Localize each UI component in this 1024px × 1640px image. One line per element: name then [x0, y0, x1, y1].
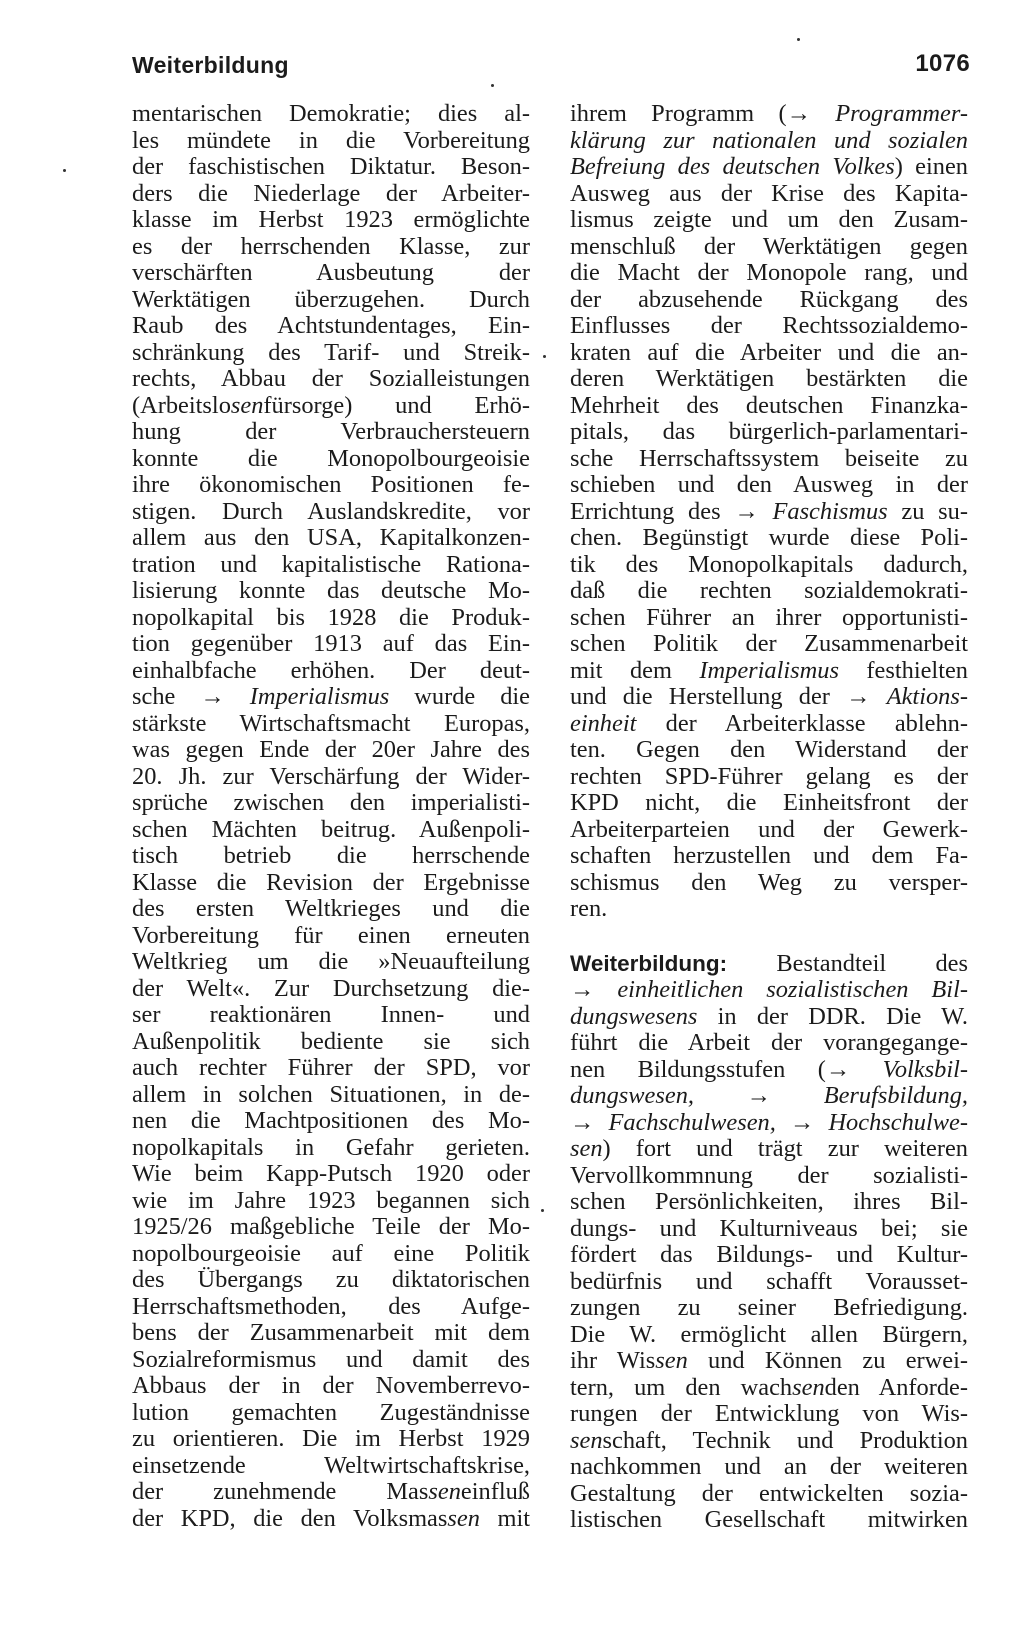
- text-line: der faschistischen Diktatur. Beson-: [132, 153, 530, 180]
- text-line: hung der Verbrauchersteuern: [132, 418, 530, 445]
- text-line: die Macht der Monopole rang, und: [570, 259, 968, 286]
- text-line: Herrschaftsmethoden, des Aufge-: [132, 1292, 530, 1320]
- text-line: rechten SPD-Führer gelang es der: [570, 762, 968, 790]
- text-line: tisch betrieb die herrschende: [132, 842, 530, 869]
- text-line: tion gegenüber 1913 auf das Ein-: [132, 630, 530, 657]
- text-line: fördert das Bildungs- und Kultur-: [570, 1241, 968, 1268]
- text-line: schaften herzustellen und dem Fa-: [570, 842, 968, 869]
- text-line: nopolkapital bis 1928 die Produk-: [132, 603, 530, 631]
- text-line: Gestaltung der entwickelten sozia-: [570, 1479, 968, 1507]
- print-speck: [63, 169, 66, 172]
- text-line: rechts, Abbau der Sozialleistungen: [132, 365, 530, 392]
- text-line: Arbeiterparteien und der Gewerk-: [570, 815, 968, 843]
- text-line: rungen der Entwicklung von Wis-: [570, 1400, 968, 1427]
- text-line: listischen Gesellschaft mitwirken: [570, 1506, 968, 1533]
- text-line: wie im Jahre 1923 begannen sich: [132, 1186, 530, 1214]
- text-line: zu orientieren. Die im Herbst 1929: [132, 1425, 530, 1452]
- text-line: sche → Imperialismus wurde die: [132, 683, 530, 710]
- text-line: bens der Zusammenarbeit mit dem: [132, 1319, 530, 1346]
- text-line: tik des Monopolkapitals dadurch,: [570, 550, 968, 578]
- text-line: nopolbourgeoisie auf eine Politik: [132, 1239, 530, 1267]
- paragraph-gap: [570, 923, 968, 951]
- text-line: nen die Machtpositionen des Mo-: [132, 1107, 530, 1134]
- text-line: lisierung konnte das deutsche Mo-: [132, 577, 530, 604]
- text-line: nachkommen und an der weiteren: [570, 1453, 968, 1480]
- text-line: klärung zur nationalen und sozialen: [570, 126, 968, 154]
- text-line: ihr Wissen und Können zu erwei-: [570, 1347, 968, 1374]
- text-line: Raub des Achtstundentages, Ein-: [132, 312, 530, 339]
- text-line: ren.: [570, 895, 608, 922]
- text-line: verschärften Ausbeutung der: [132, 259, 530, 286]
- text-line: dungswesen, → Berufsbildung,: [570, 1082, 968, 1109]
- text-line: stigen. Durch Auslandskredite, vor: [132, 497, 530, 525]
- text-line: konnte die Monopolbourgeoisie: [132, 444, 530, 472]
- text-line: → Fachschulwesen, → Hochschulwe-: [570, 1108, 968, 1136]
- text-line: Klasse die Revision der Ergebnisse: [132, 868, 530, 896]
- text-line: der KPD, die den Volksmassen mit: [132, 1504, 531, 1532]
- text-line: kraten auf die Arbeiter und die an-: [570, 338, 968, 366]
- text-line: und die Herstellung der → Aktions-: [570, 683, 968, 710]
- text-line: der zunehmende Masseneinfluß: [132, 1478, 530, 1505]
- text-line: dungswesens in der DDR. Die W.: [570, 1002, 968, 1030]
- entry-term: Weiterbildung:: [570, 950, 728, 976]
- text-line: schränkung des Tarif- und Streik-: [132, 338, 530, 366]
- text-line: senschaft, Technik und Produktion: [570, 1426, 968, 1454]
- print-speck: [543, 355, 546, 358]
- text-line: → einheitlichen sozialistischen Bil-: [570, 976, 968, 1003]
- text-line: sprüche zwischen den imperialisti-: [132, 789, 530, 816]
- text-line: lismus zeigte und um den Zusam-: [570, 206, 968, 233]
- text-line: klasse im Herbst 1923 ermöglichte: [132, 206, 530, 233]
- text-line: allem in solchen Situationen, in de-: [132, 1080, 530, 1108]
- entry-first-line-text: Bestandteil des: [727, 949, 968, 977]
- page-header: [132, 48, 970, 88]
- text-line: tern, um den wachsenden Anforde-: [570, 1373, 968, 1401]
- text-line: nopolkapitals in Gefahr gerieten.: [132, 1133, 530, 1161]
- text-line: KPD nicht, die Einheitsfront der: [570, 789, 968, 816]
- text-line: 1925/26 maßgebliche Teile der Mo-: [132, 1213, 530, 1240]
- text-line: ten. Gegen den Widerstand der: [570, 736, 968, 763]
- text-line: führt die Arbeit der vorangegange-: [570, 1029, 968, 1056]
- text-line: Ausweg aus der Krise des Kapita-: [570, 179, 968, 207]
- text-line: stärkste Wirtschaftsmacht Europas,: [132, 709, 530, 737]
- text-line: Einflusses der Rechtssozialdemo-: [570, 312, 968, 339]
- text-line: daß die rechten sozialdemokrati-: [570, 577, 968, 604]
- text-line: Weltkrieg um die »Neuaufteilung: [132, 948, 530, 975]
- print-speck: [797, 38, 800, 41]
- text-line: lution gemachten Zugeständnisse: [132, 1398, 530, 1426]
- text-line: was gegen Ende der 20er Jahre des: [132, 736, 530, 763]
- text-line: Sozialreformismus und damit des: [132, 1345, 530, 1373]
- text-line: zungen zu seiner Befriedigung.: [570, 1294, 968, 1321]
- text-line: deren Werktätigen bestärkten die: [570, 365, 968, 392]
- text-line: schen Mächten beitrug. Außenpoli-: [132, 815, 530, 843]
- text-line: les mündete in die Vorbereitung: [132, 126, 530, 154]
- text-line: ders die Niederlage der Arbeiter-: [132, 179, 530, 207]
- text-line: ihrem Programm (→ Programmer-: [570, 100, 968, 127]
- text-line: mentarischen Demokratie; dies al-: [132, 100, 530, 127]
- text-line: schieben und den Ausweg in der: [570, 471, 968, 498]
- text-line: des ersten Weltkrieges und die: [132, 895, 530, 922]
- page-number: 1076: [915, 50, 970, 77]
- text-line: schismus den Weg zu versper-: [570, 868, 968, 896]
- text-line: bedürfnis und schafft Vorausset-: [570, 1267, 968, 1295]
- text-line: (Arbeitslosenfürsorge) und Erhö-: [132, 391, 530, 419]
- text-line: es der herrschenden Klasse, zur: [132, 232, 530, 260]
- text-line: einhalbfache erhöhen. Der deut-: [132, 656, 530, 684]
- text-line: der Welt«. Zur Durchsetzung die-: [132, 974, 530, 1002]
- text-line: sche Herrschaftssystem beiseite zu: [570, 444, 968, 472]
- running-head: Weiterbildung: [132, 52, 289, 78]
- text-line: schen Persönlichkeiten, ihres Bil-: [570, 1188, 968, 1215]
- print-speck: [491, 84, 494, 87]
- text-line: mit dem Imperialismus festhielten: [570, 656, 968, 684]
- text-line: Errichtung des → Faschismus zu su-: [570, 497, 968, 525]
- text-line: einheit der Arbeiterklasse ablehn-: [570, 709, 968, 737]
- text-line: der abzusehende Rückgang des: [570, 285, 968, 313]
- text-line: Die W. ermöglicht allen Bürgern,: [570, 1320, 968, 1348]
- text-line: allem aus den USA, Kapitalkonzen-: [132, 524, 530, 551]
- left-column-text: [132, 101, 530, 1532]
- print-speck: [541, 1209, 544, 1212]
- text-line: ihre ökonomischen Positionen fe-: [132, 471, 530, 498]
- text-line: pitals, das bürgerlich-parlamentari-: [570, 418, 968, 445]
- text-line: des Übergangs zu diktatorischen: [132, 1266, 530, 1293]
- text-line: Werktätigen überzugehen. Durch: [132, 285, 530, 313]
- text-line: einsetzende Weltwirtschaftskrise,: [132, 1451, 530, 1479]
- text-line: Außenpolitik bediente sie sich: [132, 1027, 530, 1055]
- text-line: 20. Jh. zur Verschärfung der Wider-: [132, 762, 530, 790]
- text-line: auch rechter Führer der SPD, vor: [132, 1054, 530, 1081]
- text-line: Befreiung des deutschen Volkes) einen: [570, 153, 968, 180]
- text-line: Vervollkommnung der sozialisti-: [570, 1161, 968, 1189]
- text-line: tration und kapitalistische Rationa-: [132, 550, 530, 578]
- text-line: sen) fort und trägt zur weiteren: [570, 1135, 968, 1162]
- text-line: menschluß der Werktätigen gegen: [570, 232, 968, 260]
- text-line: Wie beim Kapp-Putsch 1920 oder: [132, 1160, 530, 1187]
- text-line: schen Politik der Zusammenarbeit: [570, 630, 968, 657]
- text-line: Mehrheit des deutschen Finanzka-: [570, 391, 968, 419]
- text-line: Vorbereitung für einen erneuten: [132, 921, 530, 949]
- text-line: chen. Begünstigt wurde diese Poli-: [570, 524, 968, 551]
- text-line: nen Bildungsstufen (→ Volksbil-: [570, 1055, 968, 1083]
- text-line: Abbaus der in der Novemberrevo-: [132, 1372, 530, 1399]
- text-line: schen Führer an ihrer opportunisti-: [570, 603, 968, 631]
- right-column-text: [570, 101, 968, 1534]
- entry-first-line: [570, 951, 968, 978]
- text-line: ser reaktionären Innen- und: [132, 1001, 530, 1028]
- text-line: dungs- und Kulturniveaus bei; sie: [570, 1214, 968, 1242]
